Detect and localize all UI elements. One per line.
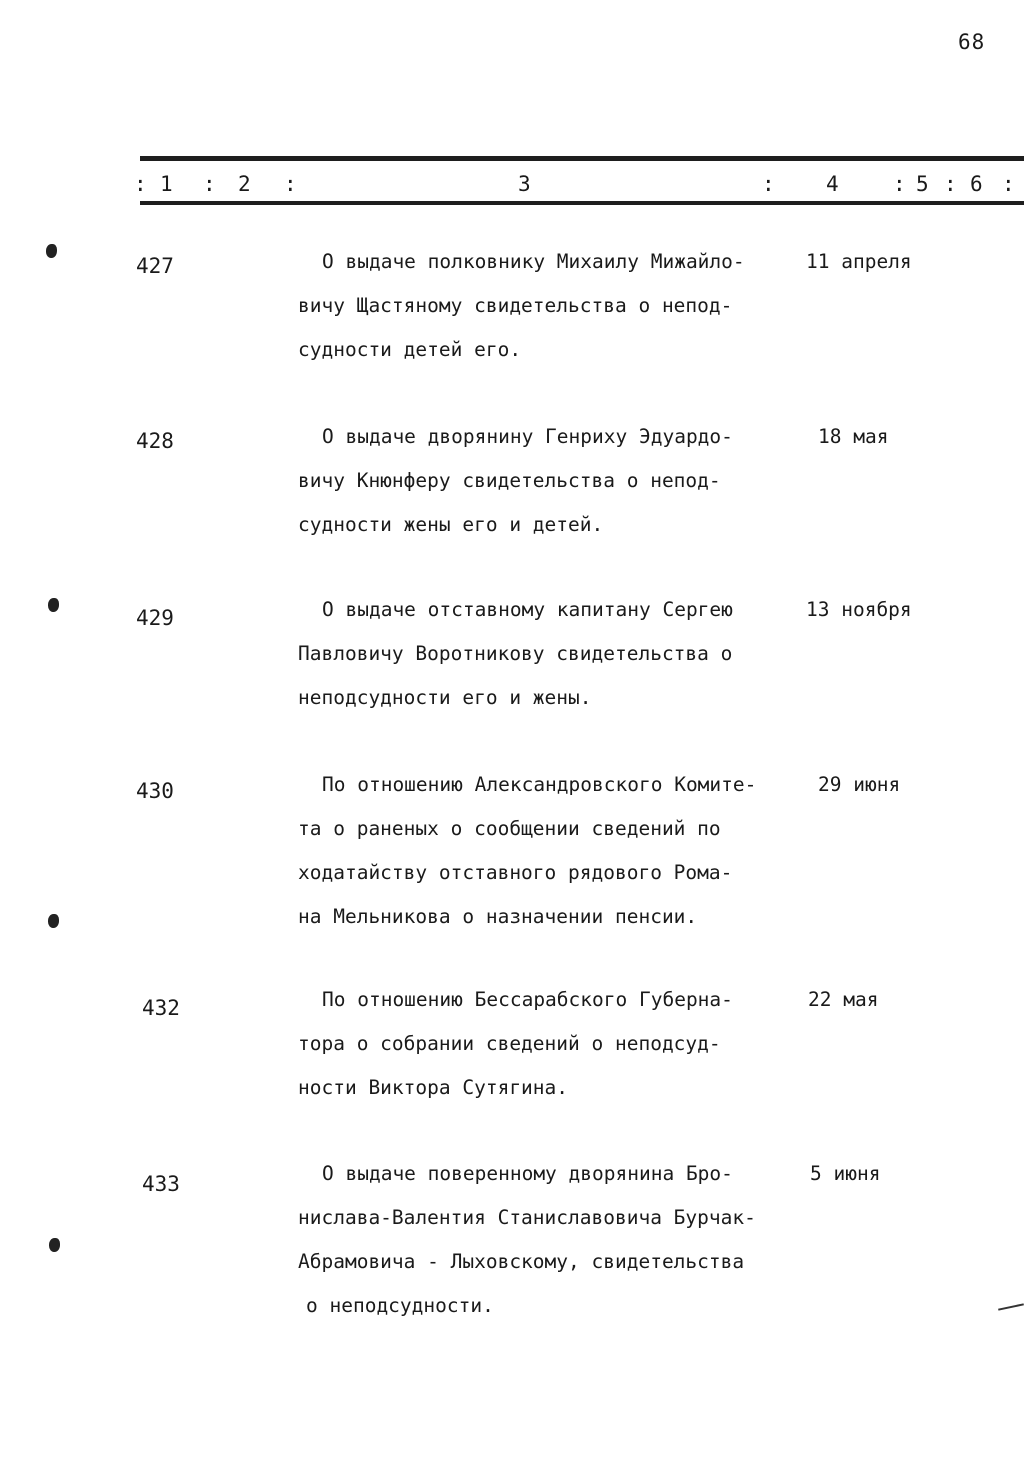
column-header-1: 1 (160, 172, 173, 196)
entry-line: По отношению Александровского Комите- (322, 773, 757, 796)
entry-line: ности Виктора Сутягина. (298, 1076, 569, 1099)
column-separator: : (1002, 172, 1015, 196)
entry-description (298, 240, 818, 372)
punch-hole-mark (48, 598, 59, 612)
entry-line: вичу Щастяному свидетельства о непод- (298, 294, 733, 317)
entry-line: о неподсудности. (306, 1294, 494, 1317)
column-header-2: 2 (238, 172, 251, 196)
entry-line: вичу Кнюнферу свидетельства о непод- (298, 469, 721, 492)
entry-date: 22 мая (808, 988, 879, 1011)
column-header-row (0, 172, 1024, 200)
punch-hole-mark (49, 1238, 60, 1252)
entry-line: По отношению Бессарабского Губерна- (322, 988, 733, 1011)
column-separator: : (893, 172, 906, 196)
entry-description (298, 415, 818, 547)
entry-description (298, 1152, 858, 1328)
entry-line: тора о собрании сведений о неподсуд- (298, 1032, 721, 1055)
entry-line: судности жены его и детей. (298, 513, 604, 536)
entry-line: О выдаче дворянину Генриху Эдуардо- (322, 425, 733, 448)
entry-line: О выдаче отставному капитану Сергею (322, 598, 733, 621)
entry-line: Павловичу Воротникову свидетельства о (298, 642, 733, 665)
header-rule-top (140, 156, 1024, 161)
entry-description (298, 978, 818, 1110)
column-separator: : (944, 172, 957, 196)
entry-line: неподсудности его и жены. (298, 686, 592, 709)
entry-number: 428 (136, 429, 174, 453)
entry-line: ходатайству отставного рядового Рома- (298, 861, 733, 884)
entry-line: О выдаче поверенному дворянина Бро- (322, 1162, 733, 1185)
entry-number: 429 (136, 606, 174, 630)
punch-hole-mark (48, 914, 59, 928)
column-separator: : (134, 172, 147, 196)
entry-date: 18 мая (818, 425, 889, 448)
column-header-5: 5 (916, 172, 929, 196)
entry-number: 427 (136, 254, 174, 278)
entry-number: 432 (142, 996, 180, 1020)
entry-line: та о раненых о сообщении сведений по (298, 817, 721, 840)
column-header-6: 6 (970, 172, 983, 196)
entry-date: 29 июня (818, 773, 901, 796)
page-number: 68 (958, 30, 986, 54)
entry-number: 430 (136, 779, 174, 803)
entry-date: 13 ноября (806, 598, 912, 621)
entry-description (298, 763, 818, 939)
entry-line: судности детей его. (298, 338, 522, 361)
column-header-3: 3 (518, 172, 531, 196)
column-separator: : (284, 172, 297, 196)
entry-date: 5 июня (810, 1162, 881, 1185)
entry-line: на Мельникова о назначении пенсии. (298, 905, 698, 928)
header-rule-bottom (140, 201, 1024, 205)
entry-number: 433 (142, 1172, 180, 1196)
entry-description (298, 588, 818, 720)
punch-hole-mark (46, 244, 57, 258)
entry-line: Абрамовича - Лыховскому, свидетельства (298, 1250, 745, 1273)
column-separator: : (762, 172, 775, 196)
entry-line: нислава-Валентия Станиславовича Бурчак- (298, 1206, 756, 1229)
entry-date: 11 апреля (806, 250, 912, 273)
margin-pen-stroke (998, 1303, 1024, 1310)
column-header-4: 4 (826, 172, 839, 196)
entry-line: О выдаче полковнику Михаилу Мижайло- (322, 250, 745, 273)
column-separator: : (203, 172, 216, 196)
